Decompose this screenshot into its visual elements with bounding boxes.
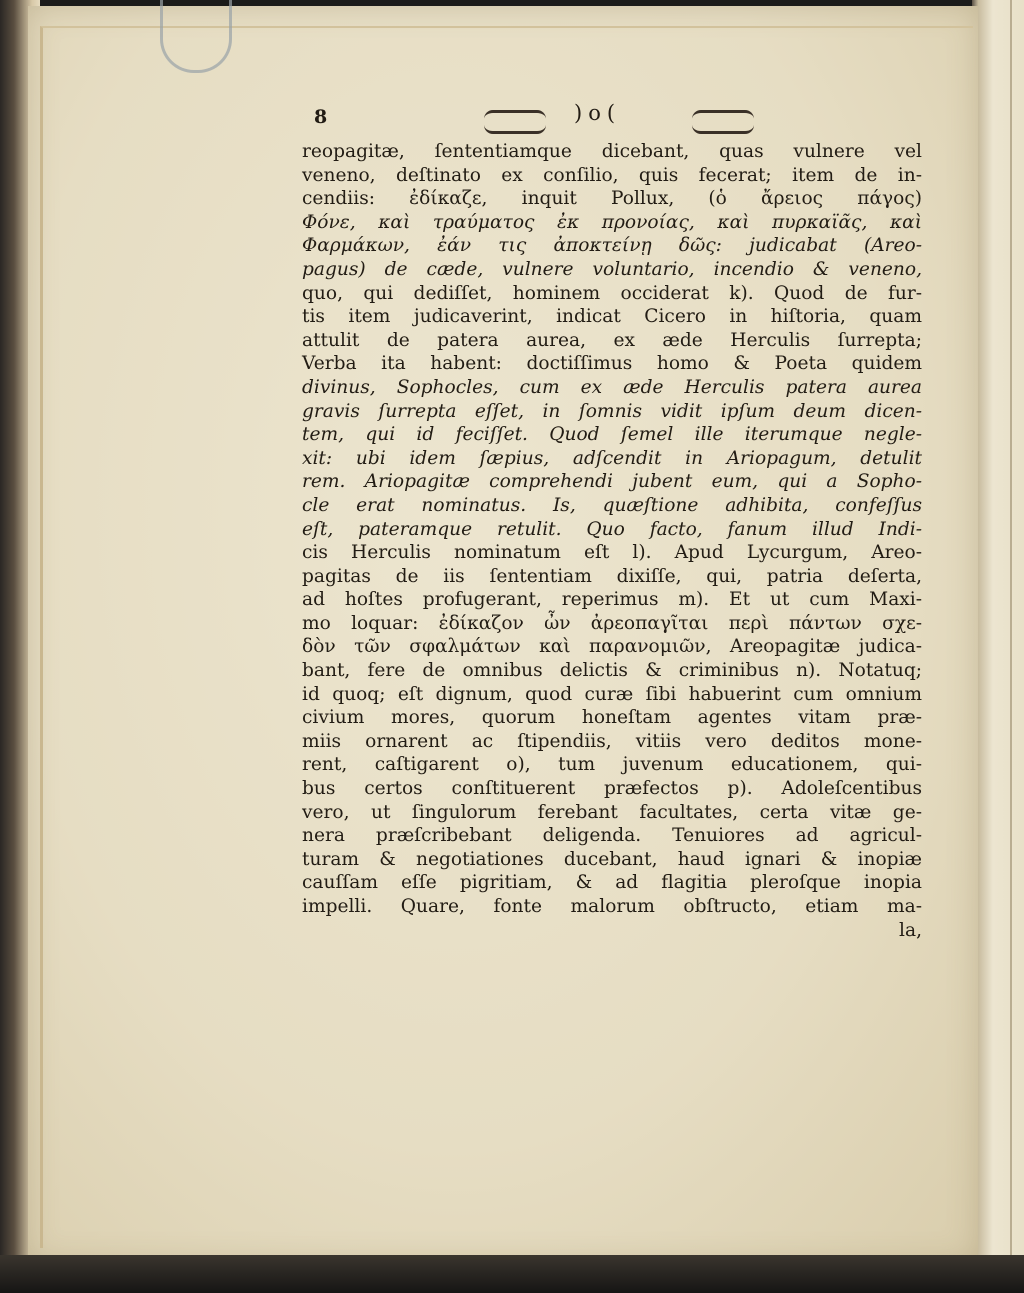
ornament-right-icon — [692, 110, 754, 134]
text-line: impelli. Quare, fonte malorum obſtructo, etiam ma- — [302, 896, 922, 917]
text-line: reopagitæ, ſententiamque dicebant, quas vulnere vel — [302, 141, 922, 162]
page-text — [302, 101, 922, 942]
running-header — [302, 101, 922, 140]
text-line: Verba ita habent: doctiſſimus homo & Poeta quidem — [302, 353, 922, 375]
catchword: la, — [899, 919, 922, 941]
bottom-shadow — [0, 1255, 1024, 1293]
text-line: quo, qui dediſſet, hominem occiderat k). Quod de fur- — [302, 282, 922, 304]
page-number: 8 — [314, 106, 328, 128]
text-line: Φόνε, καὶ τραύματος ἐκ προνοίας, καὶ πυρκαϊᾶς, καὶ — [302, 211, 922, 233]
text-line: eſt, pateramque retulit. Quo facto, fanum illud Indi- — [302, 518, 922, 540]
text-line: cauſſam eſſe pigritiam, & ad flagitia pleroſque inopia — [302, 872, 922, 894]
text-line: ad hoſtes profugerant, reperimus m). Et ut cum Maxi- — [302, 589, 922, 611]
text-line: Φαρμάκων, ἐάν τις ἀποκτείνῃ δῶς: judicabat (Areo- — [302, 235, 922, 257]
text-line: tis item judicaverint, indicat Cicero in hiſtoria, quam — [302, 306, 922, 328]
text-line: id quoq; eſt dignum, quod curæ ſibi habuerint cum omnium — [302, 683, 922, 705]
paper-clip-icon — [160, 0, 232, 73]
text-line: nera præſcribebant deligenda. Tenuiores ad agricul- — [302, 825, 922, 847]
text-line: bant, fere de omnibus delictis & criminibus n). Notatuq; — [302, 660, 922, 682]
text-line: cle erat nominatus. Is, quæſtione adhibita, confeſſus — [302, 494, 922, 516]
facing-page-edge — [972, 0, 1024, 1293]
text-line: mo loquar: ἐδίκαζον ὦν ἀρεοπαγῖται περὶ πάντων σχε- — [302, 612, 922, 634]
text-line: pagitas de iis ſententiam dixiſſe, qui, patria deſerta, — [302, 565, 922, 587]
ornament-left-icon — [484, 110, 546, 134]
gutter-line — [1010, 0, 1012, 1293]
text-line: veneno, deſtinato ex conſilio, quis fecerat; item de in- — [302, 164, 922, 186]
text-line: rent, caſtigarent o), tum juvenum educationem, qui- — [302, 754, 922, 776]
text-line: vero, ut ſingulorum ferebant facultates, certa vitæ ge- — [302, 801, 922, 823]
text-line: cendiis: ἐδίκαζε, inquit Pollux, (ὁ ἄρειος πάγος) — [302, 188, 922, 210]
text-line: miis ornarent ac ſtipendiis, vitiis vero deditos mone- — [302, 730, 922, 752]
text-line: divinus, Sophocles, cum ex æde Herculis patera aurea — [302, 376, 922, 398]
text-line: civium mores, quorum honeſtam agentes vitam præ- — [302, 707, 922, 729]
text-line: rem. Ariopagitæ comprehendi jubent eum, qui a Sopho- — [302, 471, 922, 493]
text-line: bus certos conſtituerent præfectos p). Adoleſcentibus — [302, 778, 922, 800]
text-line: attulit de patera aurea, ex æde Herculis ſurrepta; — [302, 329, 922, 351]
text-line: gravis ſurrepta eſſet, in ſomnis vidit ipſum deum dicen- — [302, 400, 922, 422]
header-center: )o( — [574, 101, 622, 125]
text-line: pagus) de cæde, vulnere voluntario, incendio & veneno, — [302, 258, 922, 280]
text-line: turam & negotiationes ducebant, haud ignari & inopiæ — [302, 848, 922, 870]
text-line: δὸν τῶν σφαλμάτων καὶ παρανομιῶν, Areopagitæ judica- — [302, 636, 922, 658]
text-line: tem, qui id feciſſet. Quod ſemel ille iterumque negle- — [302, 424, 922, 446]
text-line: xit: ubi idem ſæpius, adſcendit in Ariopagum, detulit — [302, 447, 922, 469]
text-line: cis Herculis nominatum eſt l). Apud Lycurgum, Areo- — [302, 542, 922, 564]
